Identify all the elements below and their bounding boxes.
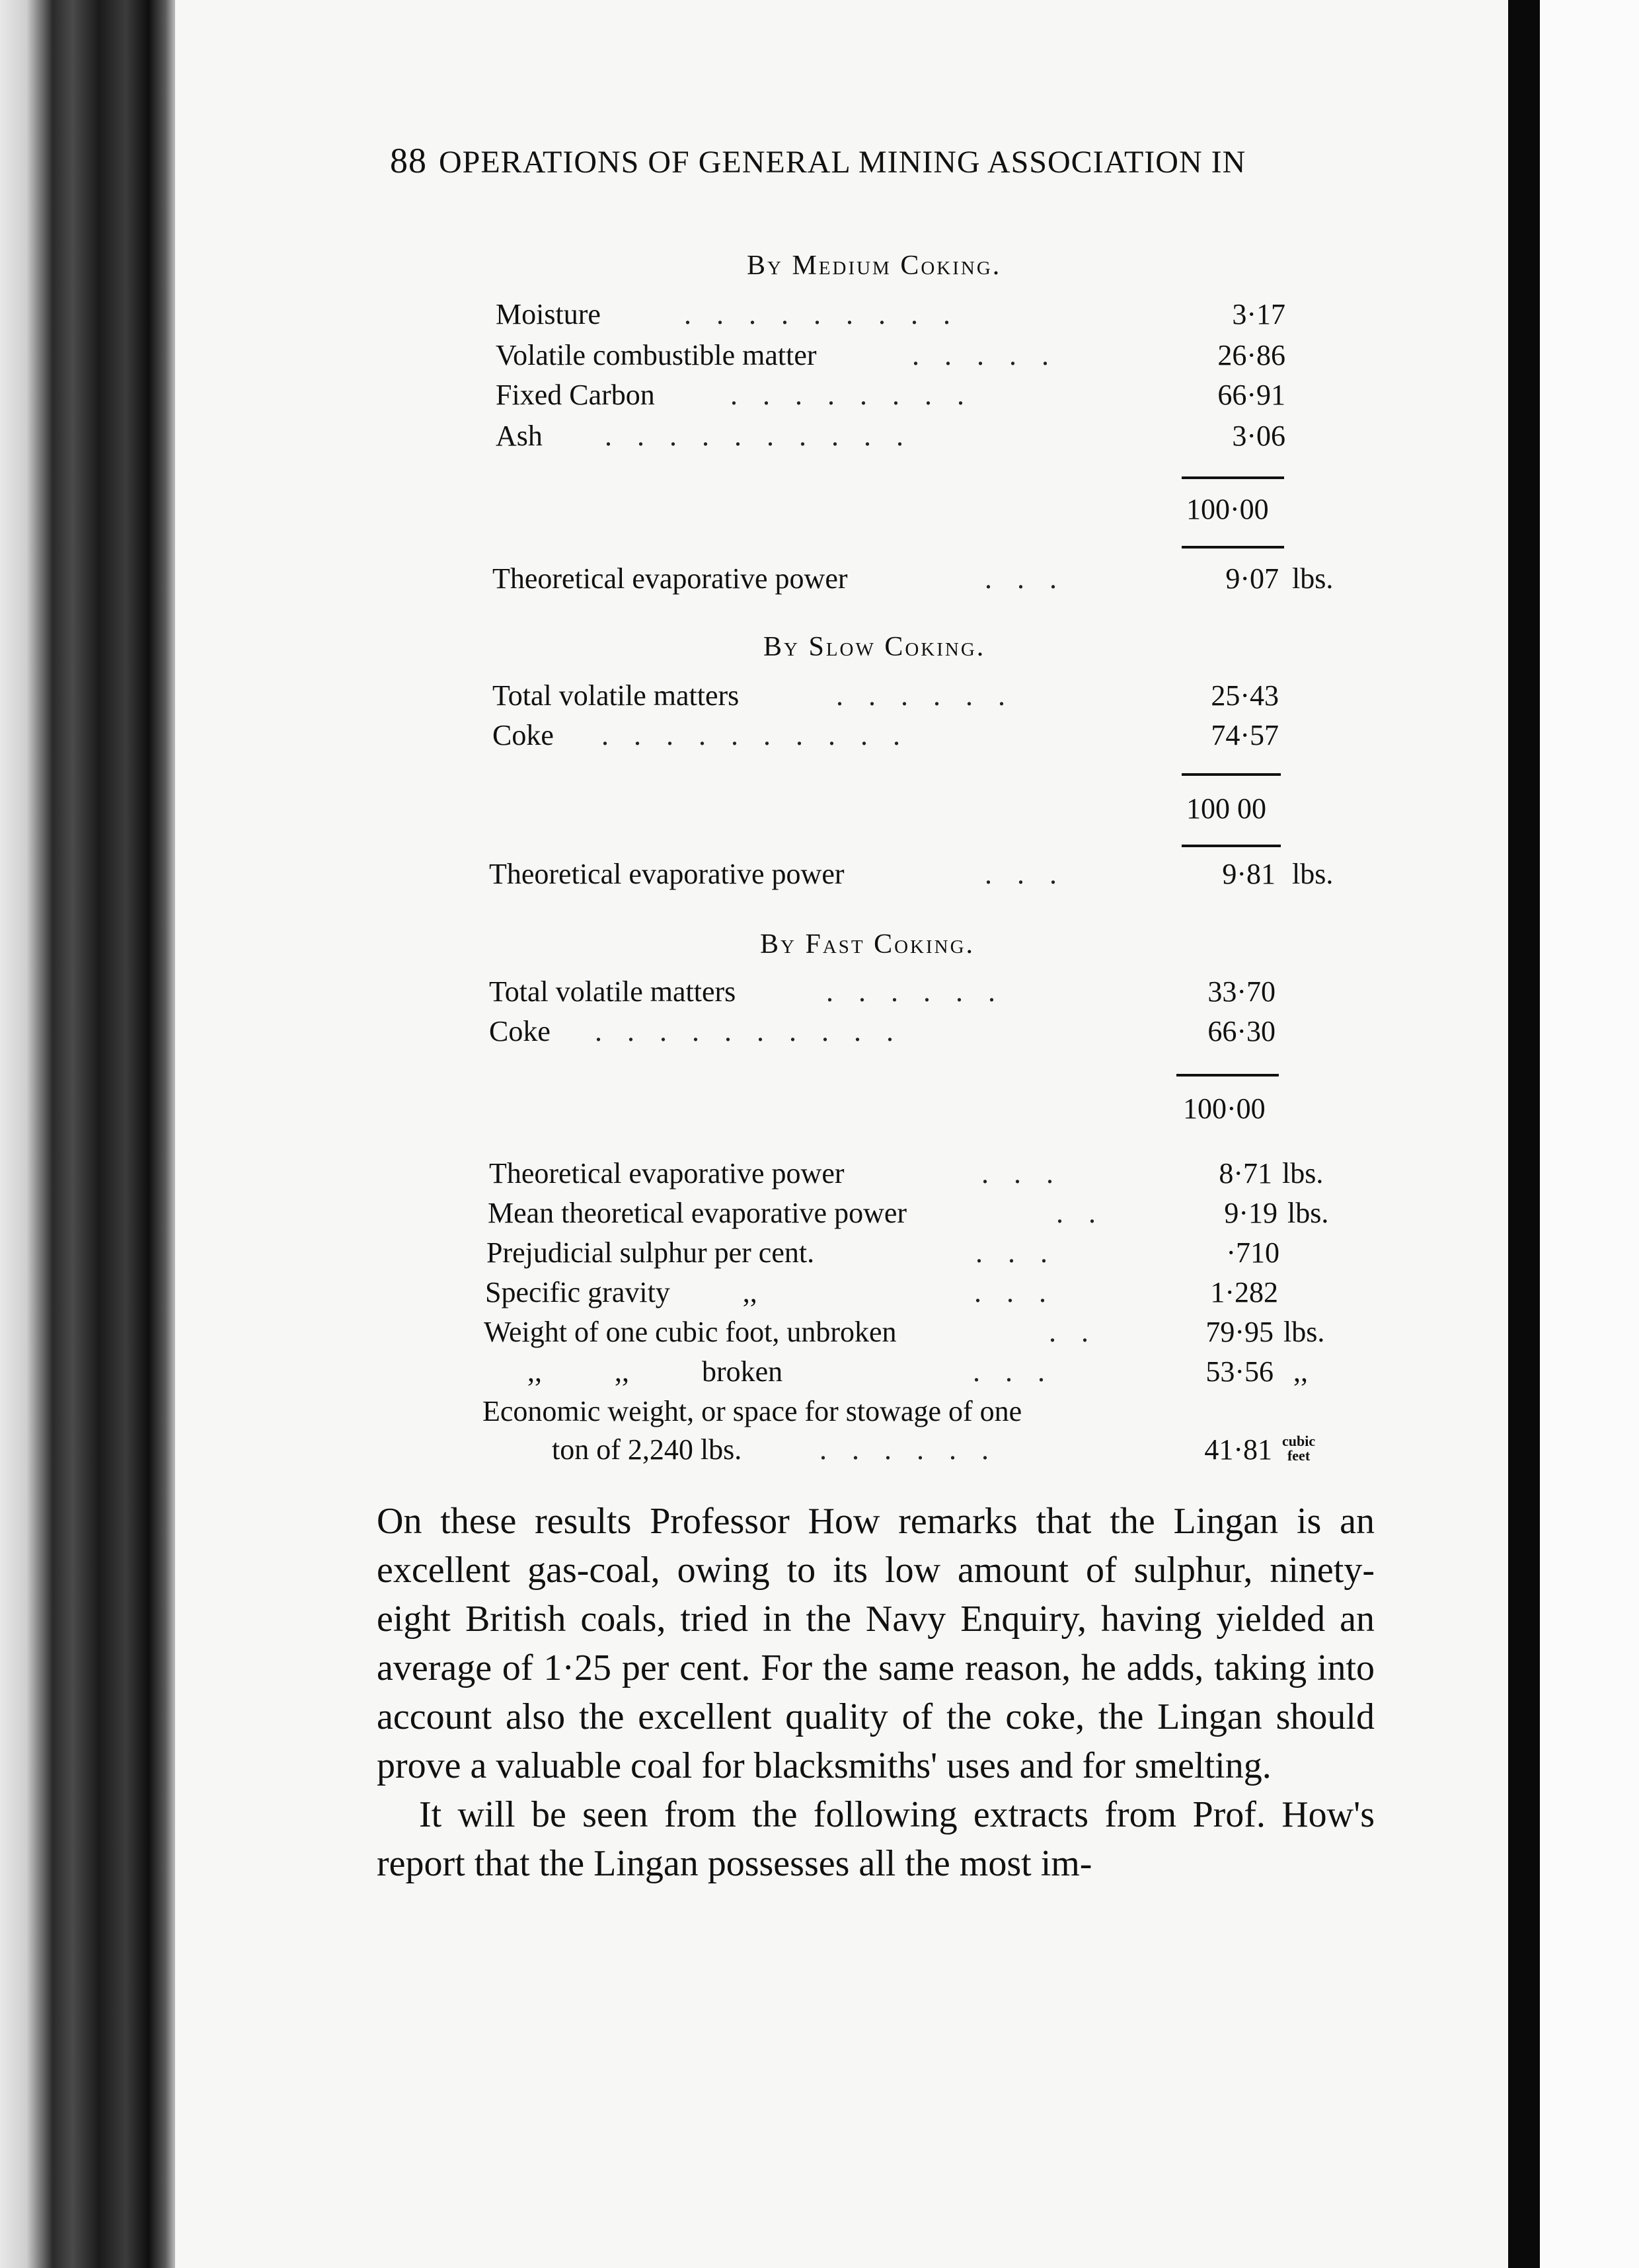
table-row — [489, 975, 1348, 1014]
dot-leaders: .......... — [605, 420, 929, 452]
sum-rule — [1182, 476, 1284, 479]
table-row — [489, 1014, 1348, 1054]
row-label: ton of 2,240 lbs. — [552, 1433, 742, 1466]
running-header — [390, 140, 1352, 181]
dot-leaders: ........ — [730, 379, 989, 411]
row-unit: lbs. — [1282, 1157, 1324, 1190]
section-total: 100 00 — [1186, 792, 1266, 825]
row-label: Weight of one cubic foot, unbroken — [484, 1316, 897, 1348]
row-unit: lbs. — [1292, 858, 1334, 890]
summary-row — [482, 1394, 1342, 1434]
row-unit: lbs. — [1292, 562, 1334, 595]
sum-rule — [1182, 773, 1281, 776]
dot-leaders: ... — [973, 1355, 1070, 1388]
cubic-feet-unit — [1282, 1434, 1315, 1463]
power-row — [489, 857, 1348, 897]
row-value: 3·06 — [1232, 420, 1285, 452]
row-value: 74·57 — [1211, 719, 1279, 751]
facing-page-margin — [1540, 0, 1639, 2268]
section-title-medium: By Medium Coking. — [747, 250, 1002, 281]
dot-leaders: ... — [981, 1157, 1079, 1190]
row-label: ,, ,, broken — [484, 1355, 783, 1388]
row-label: Total volatile matters — [492, 679, 740, 712]
dot-leaders: ...... — [820, 1433, 1014, 1466]
summary-row — [486, 1236, 1346, 1275]
row-unit: lbs. — [1287, 1197, 1329, 1229]
table-row — [496, 419, 1348, 459]
row-label: Total volatile matters — [489, 975, 736, 1008]
dot-leaders: ... — [974, 1276, 1071, 1308]
row-label: Economic weight, or space for stowage of one — [482, 1395, 1022, 1427]
row-value: 41·81 — [1204, 1433, 1272, 1466]
paragraph: On these results Professor How remarks that the Lingan is an excellent gas-coal, owing to its low amount of sulphur, ninety-eight British coals, tried in the Navy Enquiry, having yielded an average of 1·25 per cent. For the same reason, he adds, taking into account also the excellent quality of the coke, the Lingan should prove a valuable coal for blacksmiths' uses and for smelting. — [377, 1501, 1375, 1786]
summary-row — [484, 1355, 1343, 1394]
row-unit: lbs. — [1283, 1316, 1325, 1348]
dot-leaders: .. — [1049, 1316, 1114, 1348]
row-label: Specific gravity ,, — [485, 1276, 757, 1308]
summary-row — [485, 1275, 1344, 1315]
summary-row — [489, 1156, 1348, 1196]
page-number: 88 — [390, 141, 427, 180]
summary-row — [552, 1433, 1345, 1472]
row-unit: ,, — [1293, 1355, 1308, 1388]
power-row — [492, 562, 1352, 601]
paragraph: It will be seen from the following extracts from Prof. How's report that the Lingan possesses all the most im- — [377, 1794, 1375, 1884]
sum-rule — [1176, 1074, 1279, 1077]
table-row — [496, 338, 1348, 378]
row-value: ·710 — [1226, 1236, 1279, 1269]
unit-line: cubic — [1282, 1433, 1316, 1449]
row-label: Volatile combustible matter — [496, 339, 817, 371]
row-value: 25·43 — [1211, 679, 1279, 712]
dot-leaders: ... — [985, 858, 1082, 890]
row-value: 1·282 — [1210, 1276, 1278, 1308]
row-label: Coke — [492, 719, 554, 751]
row-value: 66·30 — [1207, 1015, 1276, 1047]
dot-leaders: ...... — [836, 679, 1030, 712]
table-row — [492, 679, 1352, 718]
row-value: 26·86 — [1217, 339, 1285, 371]
row-value: 33·70 — [1207, 975, 1276, 1008]
section-total: 100·00 — [1186, 493, 1269, 525]
sum-rule — [1182, 845, 1281, 847]
unit-line: feet — [1287, 1447, 1311, 1464]
section-title-fast: By Fast Coking. — [760, 929, 975, 960]
row-value: 8·71 — [1219, 1157, 1272, 1190]
row-value: 53·56 — [1205, 1355, 1274, 1388]
row-label: Theoretical evaporative power — [492, 562, 848, 595]
row-label: Mean theoretical evaporative power — [488, 1197, 907, 1229]
table-row — [496, 378, 1348, 418]
dot-leaders: ..... — [912, 339, 1074, 371]
row-value: 9·81 — [1222, 858, 1276, 890]
row-value: 66·91 — [1217, 379, 1285, 411]
section-total: 100·00 — [1183, 1092, 1266, 1125]
dot-leaders: .......... — [595, 1015, 919, 1047]
row-value: 79·95 — [1205, 1316, 1274, 1348]
row-label: Fixed Carbon — [496, 379, 655, 411]
row-label: Prejudicial sulphur per cent. — [486, 1236, 815, 1269]
row-value: 9·19 — [1224, 1197, 1277, 1229]
dot-leaders: .. — [1056, 1197, 1121, 1229]
dot-leaders: ......... — [684, 298, 975, 330]
section-title-slow: By Slow Coking. — [763, 632, 986, 662]
dot-leaders: ...... — [826, 975, 1020, 1008]
sum-rule — [1182, 546, 1284, 548]
table-row — [492, 718, 1352, 758]
row-value: 3·17 — [1232, 298, 1285, 330]
row-label: Coke — [489, 1015, 551, 1047]
book-binding-edge — [0, 0, 175, 2268]
dot-leaders: ... — [975, 1236, 1073, 1269]
header-title: OPERATIONS OF GENERAL MINING ASSOCIATION IN — [439, 145, 1246, 180]
table-row — [496, 297, 1348, 337]
body-text — [377, 1497, 1375, 1888]
row-label: Theoretical evaporative power — [489, 1157, 845, 1190]
row-label: Theoretical evaporative power — [489, 858, 845, 890]
dot-leaders: ... — [985, 562, 1082, 595]
row-value: 9·07 — [1225, 562, 1279, 595]
summary-row — [488, 1196, 1347, 1236]
dot-leaders: .......... — [601, 719, 925, 751]
row-label: Ash — [496, 420, 543, 452]
summary-row — [484, 1315, 1343, 1355]
facing-page-edge — [1508, 0, 1540, 2268]
row-label: Moisture — [496, 298, 601, 330]
